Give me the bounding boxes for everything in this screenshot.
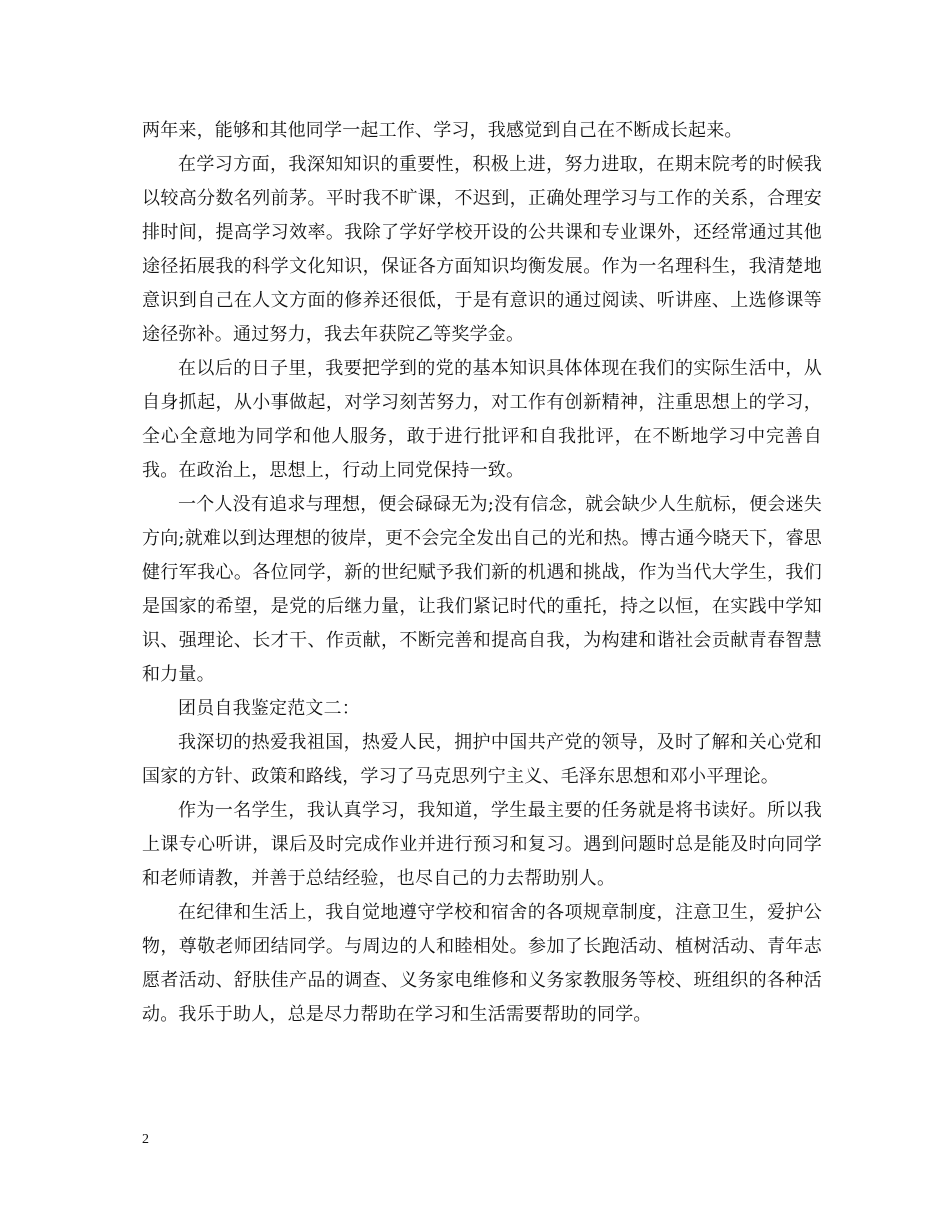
page-number: 2 <box>142 1132 149 1147</box>
paragraph: 在纪律和生活上，我自觉地遵守学校和宿舍的各项规章制度，注意卫生，爱护公物，尊敬老师团结同学。与周边的人和睦相处。参加了长跑活动、植树活动、青年志愿者活动、舒肤佳产品的调查、义务家电维修和义务家教服务等校、班组织的各种活动。我乐于助人，总是尽力帮助在学习和生活需要帮助的同学。 <box>142 902 822 1025</box>
paragraph: 在学习方面，我深知知识的重要性，积极上进，努力进取，在期末院考的时候我以较高分数名列前茅。平时我不旷课，不迟到，正确处理学习与工作的关系，合理安排时间，提高学习效率。我除了学好学校开设的公共课和专业课外，还经常通过其他途径拓展我的科学文化知识，保证各方面知识均衡发展。作为一名理科生，我清楚地意识到自己在人文方面的修养还很低，于是有意识的通过阅读、听讲座、上选修课等途径弥补。通过努力，我去年获院乙等奖学金。 <box>142 154 822 345</box>
section-heading: 团员自我鉴定范文二： <box>178 698 360 719</box>
document-body <box>142 114 822 1032</box>
paragraph: 一个人没有追求与理想，便会碌碌无为;没有信念，就会缺少人生航标，便会迷失方向;就难以到达理想的彼岸，更不会完全发出自己的光和热。博古通今晓天下，睿思健行军我心。各位同学，新的世纪赋予我们新的机遇和挑战，作为当代大学生，我们是国家的希望，是党的后继力量，让我们紧记时代的重托，持之以恒，在实践中学知识、强理论、长才干、作贡献，不断完善和提高自我，为构建和谐社会贡献青春智慧和力量。 <box>142 494 822 685</box>
paragraph: 两年来，能够和其他同学一起工作、学习，我感觉到自己在不断成长起来。 <box>142 120 743 141</box>
paragraph: 在以后的日子里，我要把学到的党的基本知识具体体现在我们的实际生活中，从自身抓起，从小事做起，对学习刻苦努力，对工作有创新精神，注重思想上的学习，全心全意地为同学和他人服务，敢于进行批评和自我批评，在不断地学习中完善自我。在政治上，思想上，行动上同党保持一致。 <box>142 358 822 481</box>
paragraph: 作为一名学生，我认真学习，我知道，学生最主要的任务就是将书读好。所以我上课专心听讲，课后及时完成作业并进行预习和复习。遇到问题时总是能及时向同学和老师请教，并善于总结经验，也尽自己的力去帮助别人。 <box>142 800 822 889</box>
paragraph: 我深切的热爱我祖国，热爱人民，拥护中国共产党的领导，及时了解和关心党和国家的方针、政策和路线，学习了马克思列宁主义、毛泽东思想和邓小平理论。 <box>142 732 822 787</box>
